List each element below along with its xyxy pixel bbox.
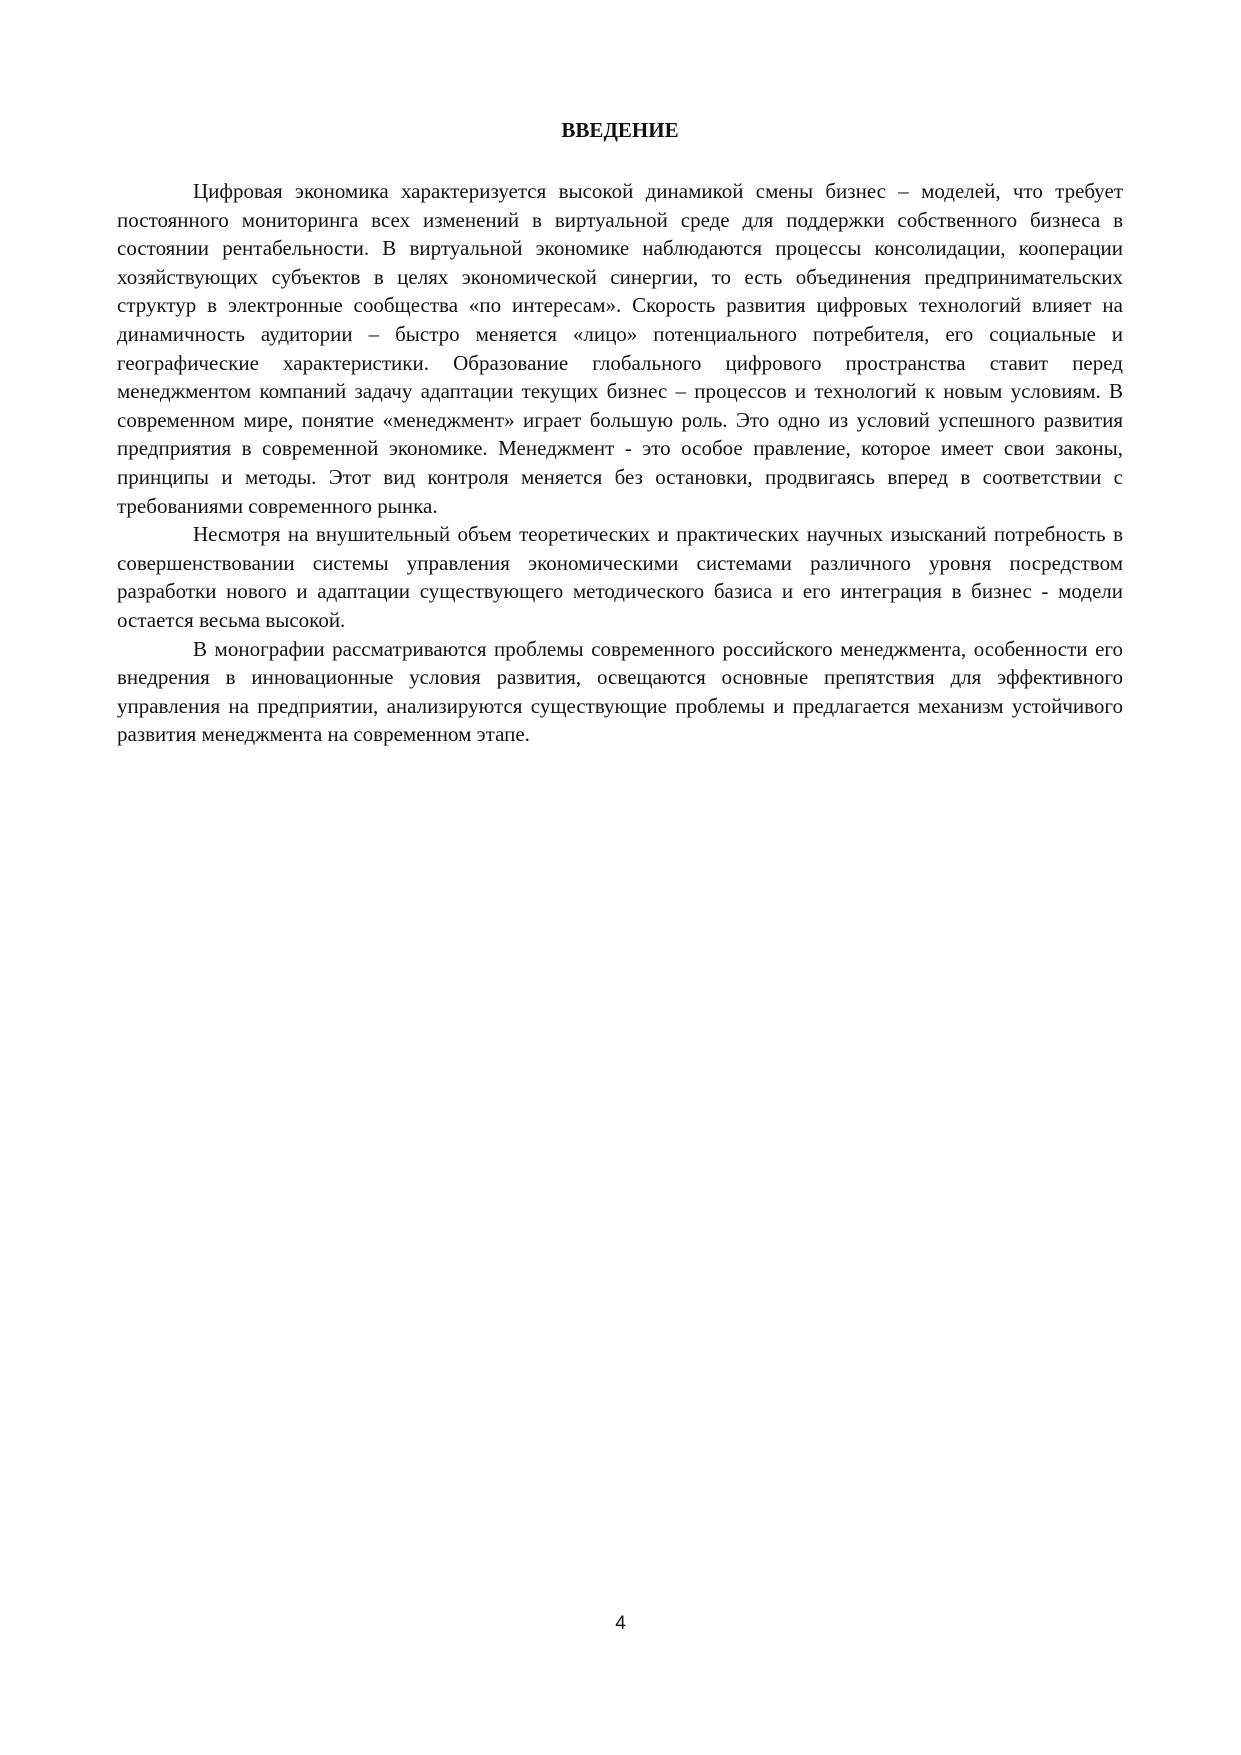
body-text	[117, 177, 1123, 749]
page-number: 4	[615, 1613, 626, 1634]
paragraph-3: В монографии рассматриваются проблемы современного российского менеджмента, особенности его внедрения в инновационные условия развития, освещаются основные препятствия для эффективного управления на предприятии, анализируются существующие проблемы и предлагается механизм устойчивого развития менеджмента на современном этапе.	[117, 636, 1123, 747]
section-heading: ВВЕДЕНИЕ	[561, 118, 679, 142]
paragraph-2: Несмотря на внушительный объем теоретических и практических научных изысканий потребность в совершенствовании системы управления экономическими системами различного уровня посредством разработки нового и адаптации существующего методического базиса и его интеграция в бизнес - модели остается весьма высокой.	[117, 522, 1123, 632]
paragraph-1: Цифровая экономика характеризуется высокой динамикой смены бизнес – моделей, что требует постоянного мониторинга всех изменений в виртуальной среде для поддержки собственного бизнеса в состоянии рентабельности. В виртуальной экономике наблюдаются процессы консолидации, кооперации хозяйствующих субъектов в целях экономической синергии, то есть объединения предпринимательских структур в электронные сообщества «по интересам». Скорость развития цифровых технологий влияет на динамичность аудитории – быстро меняется «лицо» потенциального потребителя, его социальные и географические характеристики. Образование глобального цифрового пространства ставит перед менеджментом компаний задачу адаптации текущих бизнес – процессов и технологий к новым условиям. В современном мире, понятие «менеджмент» играет большую роль. Это одно из условий успешного развития предприятия в современной экономике. Менеджмент - это особое правление, которое имеет свои законы, принципы и методы. Этот вид контроля меняется без остановки, продвигаясь вперед в соответствии с требованиями современного рынка.	[117, 179, 1123, 518]
